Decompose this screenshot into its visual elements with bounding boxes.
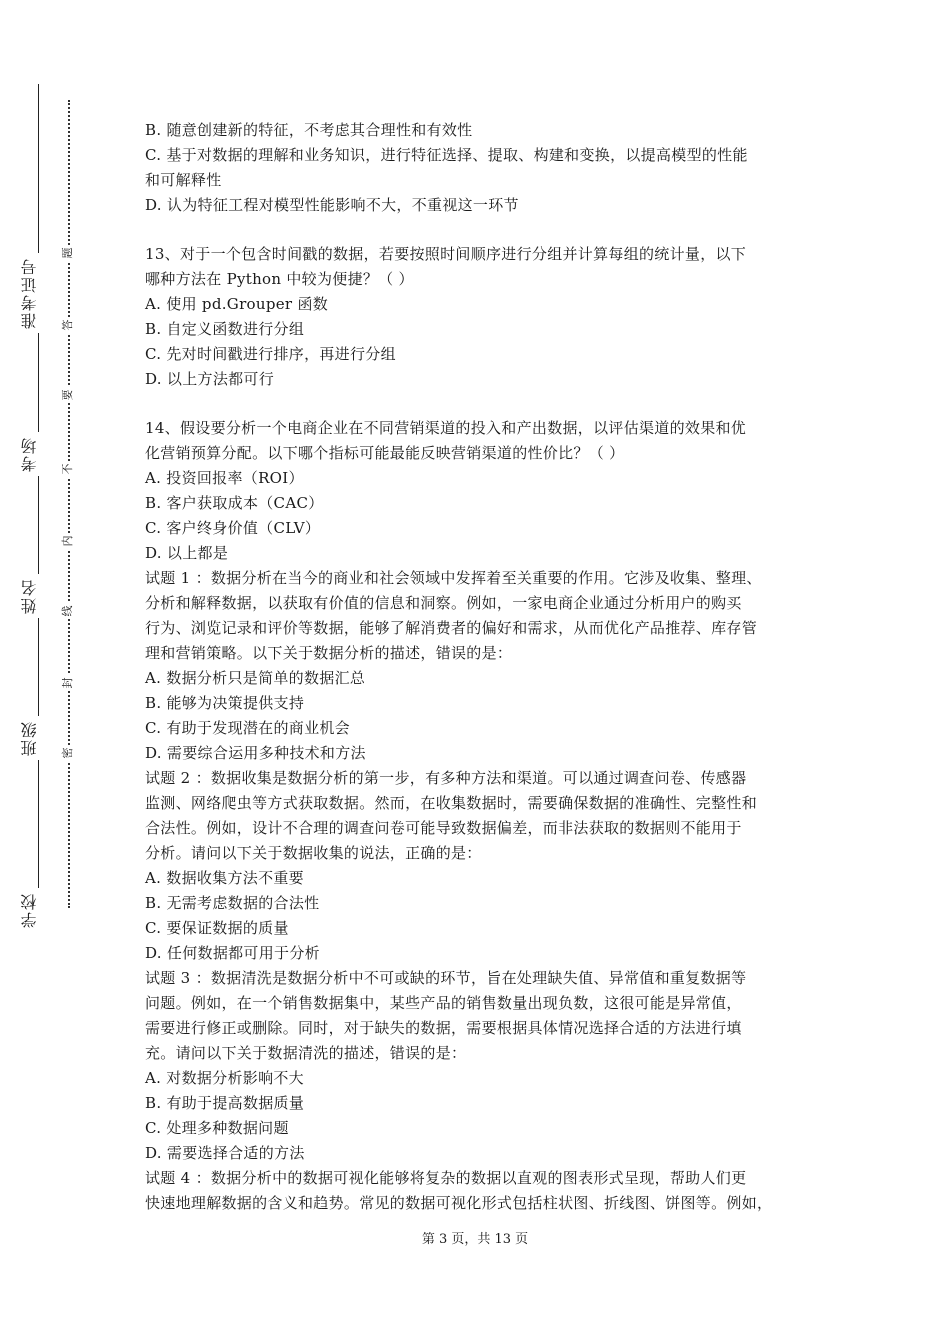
- question-stem: 哪种方法在 Python 中较为便捷？（ ）: [145, 270, 414, 288]
- option-line: A. 数据收集方法不重要: [145, 869, 304, 887]
- label-exam-number: 准考证号: [22, 253, 52, 333]
- question-stem: 14、假设要分析一个电商企业在不同营销渠道的投入和产出数据，以评估渠道的效果和优: [145, 419, 747, 437]
- question-content: [145, 118, 810, 1216]
- question-stem: 分析和解释数据，以获取有价值的信息和洞察。例如，一家电商企业通过分析用户的购买: [145, 594, 742, 612]
- option-line: C. 有助于发现潜在的商业机会: [145, 719, 350, 737]
- option-line: C. 要保证数据的质量: [145, 919, 289, 937]
- question-stem: 化营销预算分配。以下哪个指标可能最能反映营销渠道的性价比？（ ）: [145, 444, 625, 462]
- option-line: B. 自定义函数进行分组: [145, 320, 305, 338]
- spacer: [145, 392, 810, 416]
- essay-question-4: [145, 1166, 810, 1216]
- option-line: A. 数据分析只是简单的数据汇总: [145, 669, 366, 687]
- question-stem: 合法性。例如，设计不合理的调查问卷可能导致数据偏差，而非法获取的数据则不能用于: [145, 819, 742, 837]
- option-line: B. 随意创建新的特征，不考虑其合理性和有效性: [145, 121, 473, 139]
- option-line: B. 能够为决策提供支持: [145, 694, 305, 712]
- seal-char: 题: [59, 245, 77, 261]
- essay-question-3: [145, 966, 810, 1166]
- question-stem: 试题 1 ：数据分析在当今的商业和社会领域中发挥着至关重要的作用。它涉及收集、整理、: [145, 569, 762, 587]
- label-class: 班级: [22, 716, 52, 760]
- question-13: [145, 242, 810, 392]
- binding-margin: [0, 0, 90, 1344]
- question-stem: 问题。例如，在一个销售数据集中，某些产品的销售数量出现负数，这很可能是异常值，: [145, 994, 742, 1012]
- seal-char: 不: [59, 461, 77, 477]
- label-school: 学校: [22, 888, 52, 932]
- option-line: D. 任何数据都可用于分析: [145, 944, 320, 962]
- option-line: B. 无需考虑数据的合法性: [145, 894, 320, 912]
- option-line: D. 需要综合运用多种技术和方法: [145, 744, 366, 762]
- page-footer: 第 3 页，共 13 页: [421, 1232, 529, 1247]
- question-stem: 监测、网络爬虫等方式获取数据。然而，在收集数据时，需要确保数据的准确性、完整性和: [145, 794, 758, 812]
- question-stem: 充。请问以下关于数据清洗的描述，错误的是：: [145, 1044, 467, 1062]
- seal-char: 内: [59, 533, 77, 549]
- option-line: A. 对数据分析影响不大: [145, 1069, 304, 1087]
- seal-char: 要: [59, 387, 77, 403]
- option-line: A. 投资回报率（ROI）: [145, 469, 304, 487]
- option-line: C. 处理多种数据问题: [145, 1119, 289, 1137]
- question-12-options: [145, 118, 810, 218]
- question-stem: 13、对于一个包含时间戳的数据，若要按照时间顺序进行分组并计算每组的统计量，以下: [145, 245, 747, 263]
- question-stem: 试题 2 ：数据收集是数据分析的第一步，有多种方法和渠道。可以通过调查问卷、传感器: [145, 769, 747, 787]
- question-stem: 行为、浏览记录和评价等数据，能够了解消费者的偏好和需求，从而优化产品推荐、库存管: [145, 619, 758, 637]
- option-line: C. 客户终身价值（CLV）: [145, 519, 321, 537]
- label-exam-room: 考场: [22, 432, 52, 476]
- essay-question-1: [145, 566, 810, 766]
- option-line: C. 基于对数据的理解和业务知识，进行特征选择、提取、构建和变换，以提高模型的性能: [145, 146, 748, 164]
- label-name: 姓名: [22, 574, 52, 618]
- seal-char: 封: [59, 675, 77, 691]
- option-line: B. 有助于提高数据质量: [145, 1094, 305, 1112]
- binding-solid-line: [38, 84, 39, 910]
- option-line: D. 认为特征工程对模型性能影响不大，不重视这一环节: [145, 196, 519, 214]
- essay-question-2: [145, 766, 810, 966]
- question-stem: 试题 3 ：数据清洗是数据分析中不可或缺的环节，旨在处理缺失值、异常值和重复数据等: [145, 969, 747, 987]
- seal-char: 密: [59, 745, 77, 761]
- question-stem: 分析。请问以下关于数据收集的说法，正确的是：: [145, 844, 482, 862]
- option-line: D. 需要选择合适的方法: [145, 1144, 305, 1162]
- question-14: [145, 416, 810, 566]
- seal-char: 线: [59, 603, 77, 619]
- option-line: B. 客户获取成本（CAC）: [145, 494, 324, 512]
- option-line: 和可解释性: [145, 171, 222, 189]
- question-stem: 需要进行修正或删除。同时，对于缺失的数据，需要根据具体情况选择合适的方法进行填: [145, 1019, 742, 1037]
- seal-dotted-line: [68, 100, 70, 908]
- question-stem: 试题 4 ：数据分析中的数据可视化能够将复杂的数据以直观的图表形式呈现，帮助人们更: [145, 1169, 747, 1187]
- seal-char: 答: [59, 317, 77, 333]
- option-line: D. 以上方法都可行: [145, 370, 275, 388]
- option-line: D. 以上都是: [145, 544, 229, 562]
- option-line: C. 先对时间戳进行排序，再进行分组: [145, 345, 396, 363]
- question-stem: 快速地理解数据的含义和趋势。常见的数据可视化形式包括柱状图、折线图、饼图等。例如，: [145, 1194, 773, 1212]
- question-stem: 理和营销策略。以下关于数据分析的描述，错误的是：: [145, 644, 513, 662]
- option-line: A. 使用 pd.Grouper 函数: [145, 295, 329, 313]
- spacer: [145, 218, 810, 242]
